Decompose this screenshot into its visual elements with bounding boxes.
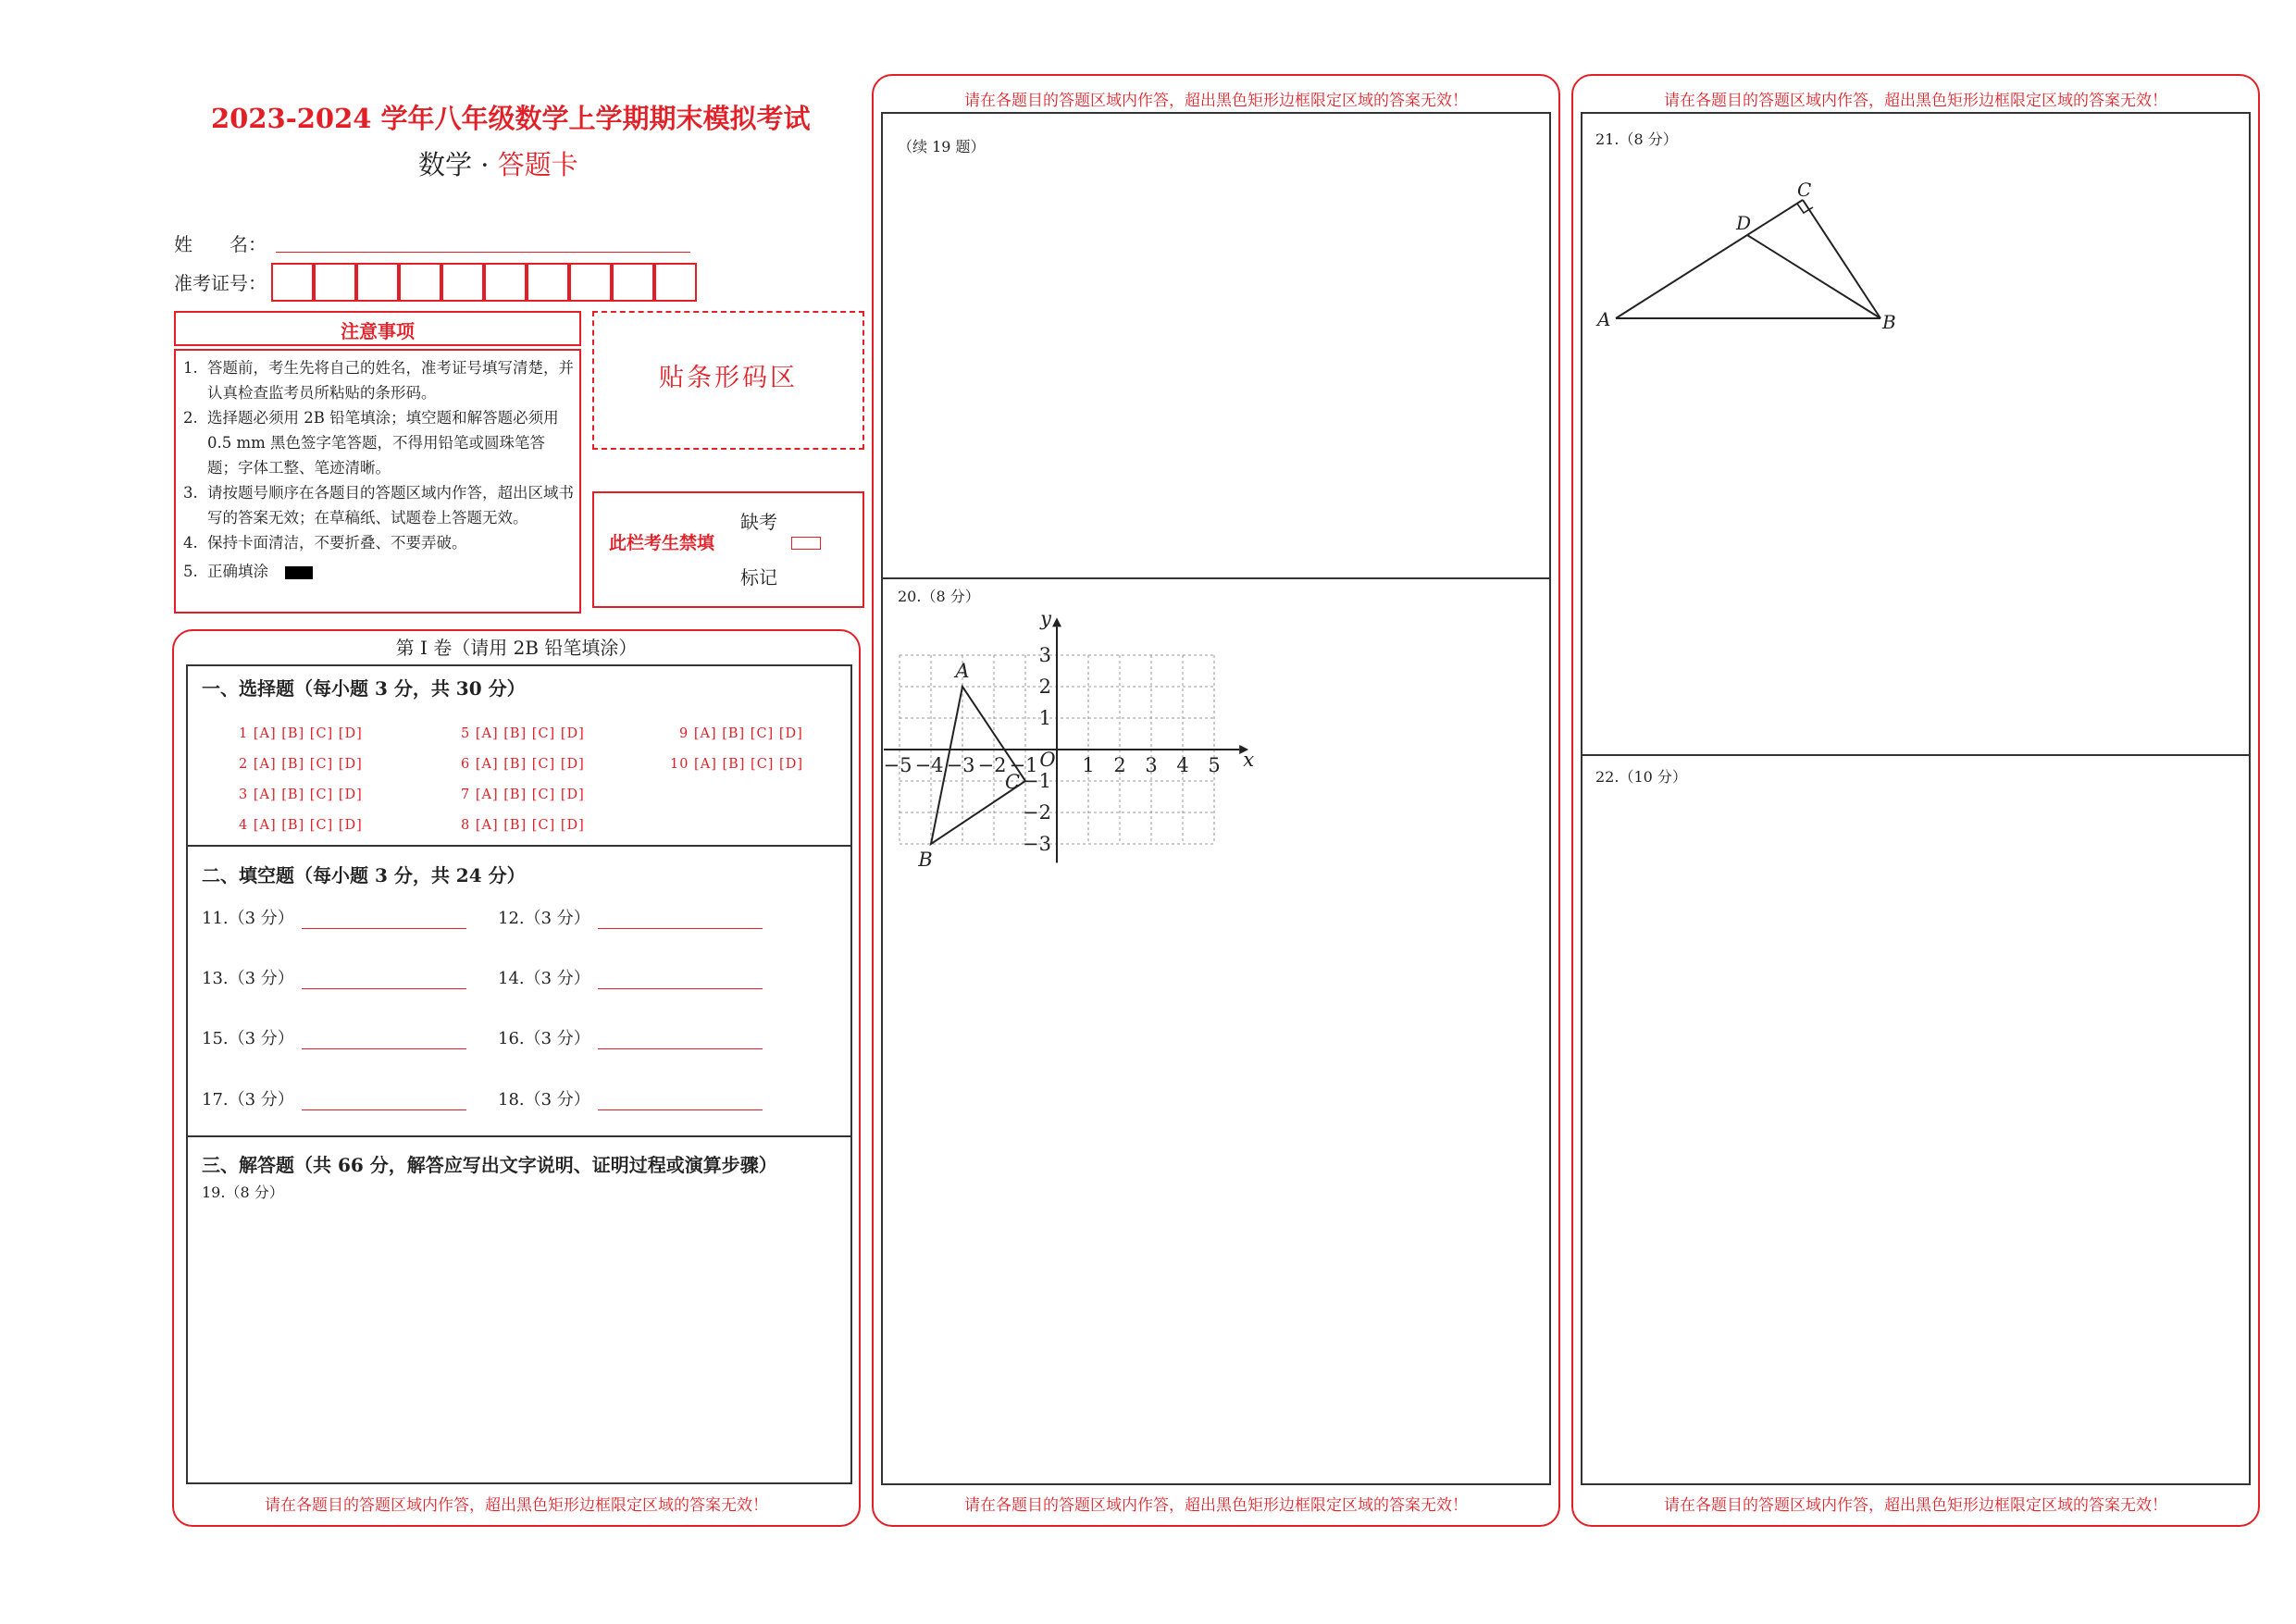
id-cell[interactable]	[612, 263, 654, 302]
id-cell[interactable]	[441, 263, 484, 302]
absent-mark-checkbox[interactable]	[791, 537, 821, 550]
y-tick-label: −3	[1023, 833, 1051, 855]
question-19-continued-label: （续 19 题）	[898, 138, 986, 155]
barcode-label: 贴条形码区	[659, 364, 798, 392]
y-axis-label: y	[1040, 607, 1051, 630]
point-label-c: C	[1797, 179, 1812, 201]
notice-item: 5. 正确填涂	[183, 559, 576, 584]
x-tick-label: −5	[883, 754, 912, 776]
notice-item: 1. 答题前，考生先将自己的姓名，准考证号填写清楚，并认真检查监考员所粘贴的条形码。	[183, 359, 574, 402]
id-cell[interactable]	[314, 263, 356, 302]
question-20-label: 20.（8 分）	[898, 588, 980, 605]
x-tick-label: 3	[1145, 754, 1158, 776]
x-tick-label: −3	[946, 754, 975, 776]
mc-question-1[interactable]: 1 [A] [B] [C] [D]	[239, 726, 363, 741]
point-label-d: D	[1736, 212, 1752, 234]
point-label-a: A	[955, 660, 970, 682]
id-cell[interactable]	[356, 263, 399, 302]
fill-question-15[interactable]: 15.（3 分）	[202, 1025, 466, 1049]
x-tick-label: −2	[977, 754, 1007, 776]
section-divider	[881, 577, 1551, 579]
point-label-b: B	[918, 849, 933, 871]
warning-footer-col1: 请在各题目的答题区域内作答，超出黑色矩形边框限定区域的答案无效！	[265, 1496, 768, 1515]
mc-question-5[interactable]: 5 [A] [B] [C] [D]	[461, 726, 585, 741]
question-22-label: 22.（10 分）	[1595, 768, 1687, 786]
y-tick-label: 1	[1038, 707, 1051, 729]
section2-title: 二、填空题（每小题 3 分，共 24 分）	[202, 864, 526, 886]
y-tick-label: 2	[1038, 676, 1051, 698]
q20-labels	[884, 607, 1255, 871]
question-19-answer-area[interactable]	[188, 1203, 850, 1482]
notice-item: 3. 请按题号顺序在各题目的答题区域内作答，超出区域书写的答案无效；在草稿纸、试题卷上答题无效。	[183, 484, 574, 527]
warning-header-col3: 请在各题目的答题区域内作答，超出黑色矩形边框限定区域的答案无效！	[1664, 92, 2167, 110]
answer-line	[302, 911, 466, 929]
x-tick-label: 4	[1176, 754, 1189, 776]
fill-question-13[interactable]: 13.（3 分）	[202, 965, 466, 989]
fill-question-11[interactable]: 11.（3 分）	[202, 905, 466, 929]
q20-axes	[884, 617, 1248, 862]
answer-line	[598, 1031, 763, 1049]
notice-list	[183, 355, 576, 584]
id-cell[interactable]	[484, 263, 527, 302]
y-tick-label: −2	[1023, 801, 1051, 824]
x-tick-label: 5	[1208, 754, 1221, 776]
answer-line	[302, 971, 466, 989]
id-cell[interactable]	[569, 263, 612, 302]
absent-forbidden-label: 此栏考生禁填	[609, 533, 715, 553]
point-label-c: C	[1004, 771, 1021, 793]
segment-ac	[1616, 200, 1803, 318]
notice-item: 2. 选择题必须用 2B 铅笔填涂；填空题和解答题必须用 0.5 mm 黑色签字笔答题，不得用铅笔或圆珠笔答题；字体工整、笔迹清晰。	[183, 409, 559, 477]
point-label-b: B	[1882, 311, 1896, 333]
y-tick-label: 3	[1038, 644, 1051, 666]
x-axis-label: x	[1243, 749, 1255, 771]
answer-line	[598, 971, 763, 989]
warning-footer-col2: 请在各题目的答题区域内作答，超出黑色矩形边框限定区域的答案无效！	[964, 1496, 1468, 1515]
id-cell[interactable]	[271, 263, 314, 302]
answer-line	[302, 1092, 466, 1110]
answer-sheet-subtitle	[418, 144, 578, 182]
segment-db	[1747, 235, 1880, 318]
fill-question-18[interactable]: 18.（3 分）	[498, 1086, 763, 1110]
x-tick-label: 2	[1113, 754, 1126, 776]
subtitle-answer-card: 答题卡	[497, 149, 578, 180]
mc-question-7[interactable]: 7 [A] [B] [C] [D]	[461, 787, 585, 802]
warning-header-col2: 请在各题目的答题区域内作答，超出黑色矩形边框限定区域的答案无效！	[964, 92, 1468, 110]
y-axis-arrow	[1052, 617, 1061, 626]
id-cell[interactable]	[399, 263, 441, 302]
fill-question-14[interactable]: 14.（3 分）	[498, 965, 763, 989]
fill-question-17[interactable]: 17.（3 分）	[202, 1086, 466, 1110]
name-label: 姓 名：	[174, 233, 267, 255]
y-tick-label: −1	[1023, 770, 1051, 792]
name-field[interactable]	[276, 252, 690, 253]
answer-line	[598, 911, 763, 929]
absent-top-label: 缺考	[740, 511, 777, 533]
segment-cb	[1803, 200, 1880, 318]
id-cell[interactable]	[654, 263, 697, 302]
filled-mark-sample	[285, 566, 313, 579]
section-divider	[1581, 754, 2251, 756]
id-cell[interactable]	[527, 263, 569, 302]
section1-title: 一、选择题（每小题 3 分，共 30 分）	[202, 677, 526, 700]
part1-title: 第 I 卷（请用 2B 铅笔填涂）	[395, 637, 638, 659]
absent-bottom-label: 标记	[740, 566, 777, 589]
notice-item: 4. 保持卡面清洁，不要折叠、不要弄破。	[183, 534, 467, 552]
x-tick-label: −4	[914, 754, 944, 776]
question-21-label: 21.（8 分）	[1595, 130, 1678, 148]
notice-title: 注意事项	[341, 320, 415, 342]
warning-footer-col3: 请在各题目的答题区域内作答，超出黑色矩形边框限定区域的答案无效！	[1664, 1496, 2167, 1515]
exam-title: 2023-2024 学年八年级数学上学期期末模拟考试	[211, 103, 811, 134]
question-19-label: 19.（8 分）	[202, 1184, 284, 1201]
answer-line	[598, 1092, 763, 1110]
section3-title: 三、解答题（共 66 分，解答应写出文字说明、证明过程或演算步骤）	[202, 1154, 777, 1176]
mc-question-10[interactable]: 10 [A] [B] [C] [D]	[670, 757, 803, 772]
q20-coordinate-figure	[883, 607, 1260, 879]
origin-label: O	[1039, 749, 1056, 771]
q21-triangle-figure	[1592, 181, 1906, 339]
exam-id-label: 准考证号：	[174, 272, 267, 294]
x-tick-label: 1	[1082, 754, 1095, 776]
fill-question-16[interactable]: 16.（3 分）	[498, 1025, 763, 1049]
x-tick-label: −1	[1009, 754, 1038, 776]
section-divider	[186, 845, 852, 847]
section-divider	[186, 1135, 852, 1137]
answer-line	[302, 1031, 466, 1049]
subtitle-subject: 数学 ·	[418, 149, 498, 180]
point-label-a: A	[1597, 308, 1611, 330]
mc-question-2[interactable]: 2 [A] [B] [C] [D]	[239, 757, 363, 772]
mc-question-3[interactable]: 3 [A] [B] [C] [D]	[239, 787, 363, 802]
mc-question-9[interactable]: 9 [A] [B] [C] [D]	[679, 726, 803, 741]
mc-question-8[interactable]: 8 [A] [B] [C] [D]	[461, 818, 585, 833]
fill-question-12[interactable]: 12.（3 分）	[498, 905, 763, 929]
mc-question-6[interactable]: 6 [A] [B] [C] [D]	[461, 757, 585, 772]
mc-question-4[interactable]: 4 [A] [B] [C] [D]	[239, 818, 363, 833]
